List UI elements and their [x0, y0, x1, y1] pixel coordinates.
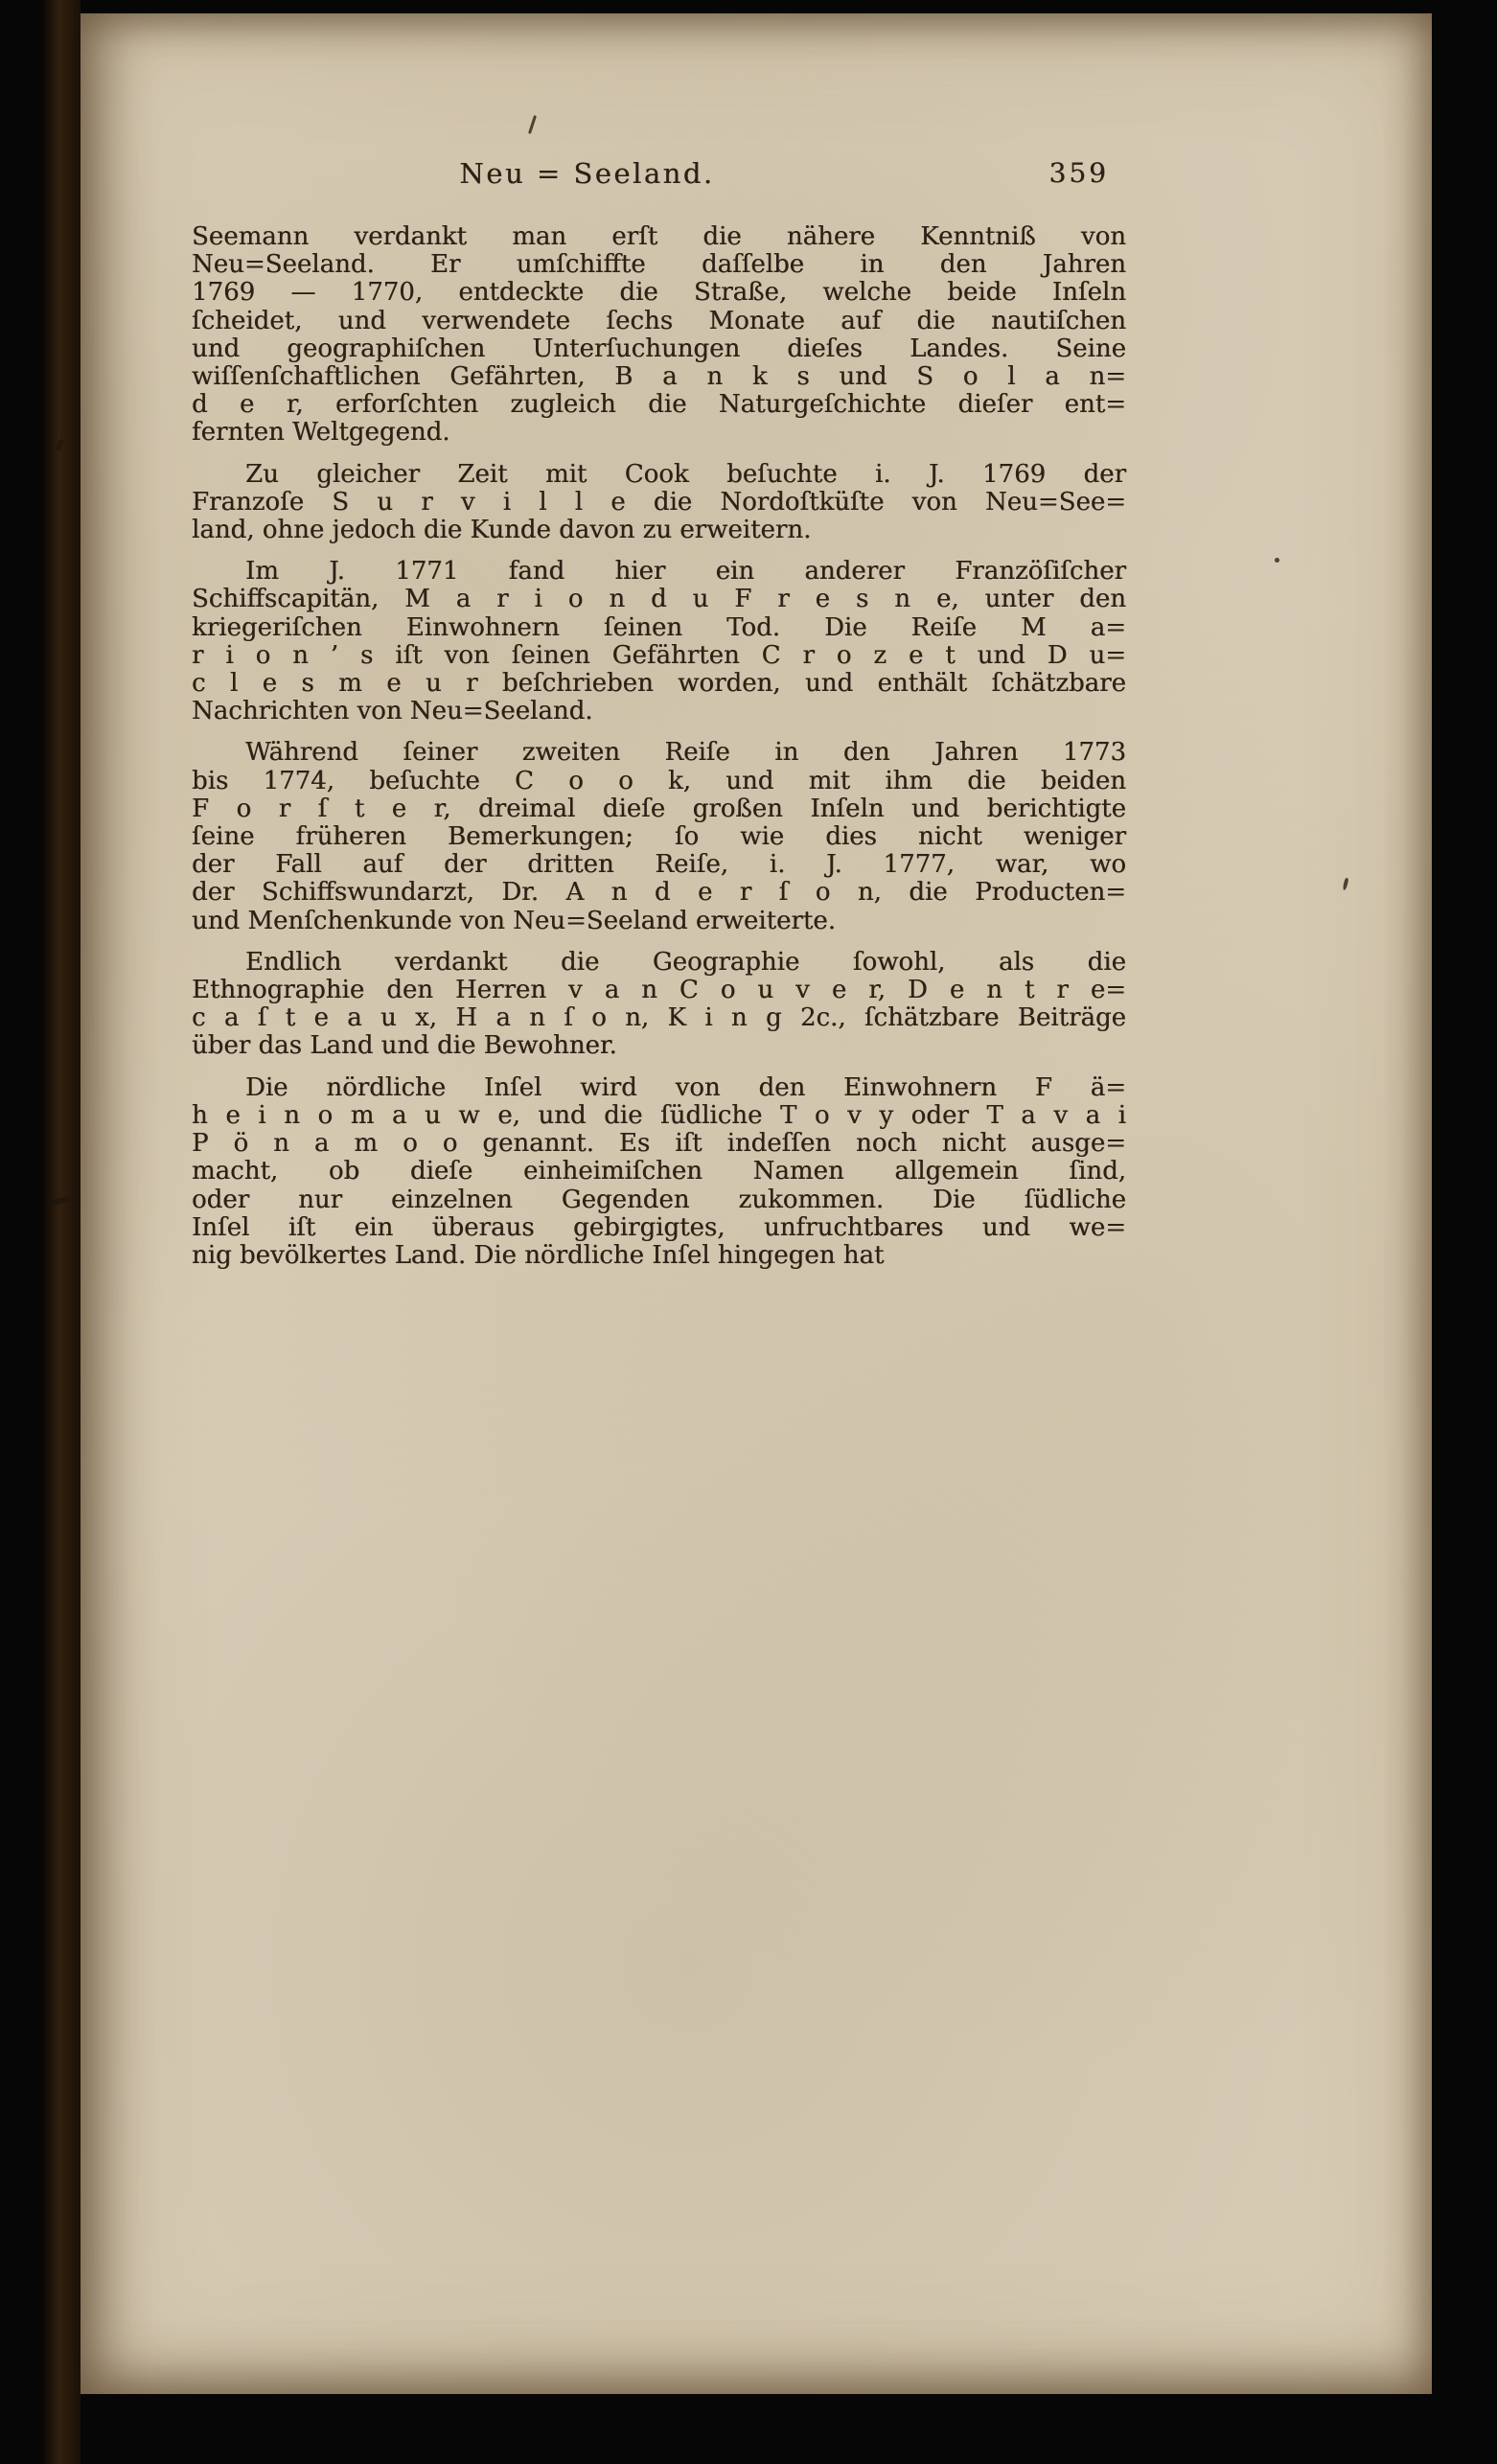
text-line: h e i n o m a u w e, und die ſüdliche T o v y oder T a v a i [192, 1100, 1126, 1130]
paragraph [192, 461, 1126, 545]
text-line: Die nördliche Inſel wird von den Einwohnern F ä= [245, 1072, 1126, 1102]
ink-mark-slash [528, 115, 537, 134]
text-line: der Fall auf der dritten Reiſe, i. J. 1777, war, wo [192, 850, 1126, 880]
ink-mark-speck [1275, 558, 1279, 563]
text-line: macht, ob dieſe einheimiſchen Namen allgemein ſind, [192, 1157, 1126, 1186]
text-line: 1769 — 1770, entdeckte die Straße, welche beide Inſeln [192, 278, 1126, 308]
ink-mark-comma [1342, 878, 1348, 891]
text-line: kriegeriſchen Einwohnern ſeinen Tod. Die Reiſe M a= [192, 612, 1126, 642]
text-line: r i o n ’ s iſt von ſeinen Gefährten C r o z e t und D u= [192, 640, 1126, 670]
text-line: über das Land und die Bewohner. [192, 1031, 617, 1061]
text-line: Während ſeiner zweiten Reiſe in den Jahren 1773 [245, 738, 1126, 768]
paragraph [192, 223, 1126, 448]
paragraph [192, 949, 1126, 1061]
text-line: Franzoſe S u r v i l l e die Nordoſtküſte von Neu=See= [192, 487, 1126, 517]
page-title: Neu = Seeland. [459, 157, 715, 190]
text-line: bis 1774, beſuchte C o o k, und mit ihm die beiden [192, 766, 1126, 795]
text-line: und Menſchenkunde von Neu=Seeland erweiterte. [192, 906, 836, 935]
text-line: F o r ſ t e r, dreimal dieſe großen Inſeln und berichtigte [192, 794, 1126, 823]
text-line: Nachrichten von Neu=Seeland. [192, 697, 593, 726]
text-line: oder nur einzelnen Gegenden zukommen. Die ſüdliche [192, 1185, 1126, 1214]
text-line: Zu gleicher Zeit mit Cook beſuchte i. J. 1769 der [245, 459, 1126, 489]
page-number: 359 [1048, 157, 1109, 189]
text-line: P ö n a m o o genannt. Es iſt indeſſen noch nicht ausge= [192, 1129, 1126, 1159]
body-text [192, 223, 1126, 1283]
paragraph [192, 739, 1126, 934]
text-line: nig bevölkertes Land. Die nördliche Inſel hingegen hat [192, 1240, 885, 1270]
text-line: Inſel iſt ein überaus gebirgigtes, unfruchtbares und we= [192, 1212, 1126, 1242]
text-line: und geographiſchen Unterſuchungen dieſes Landes. Seine [192, 334, 1126, 363]
text-line: c a ſ t e a u x, H a n ſ o n, K i n g 2c., ſchätzbare Beiträge [192, 1003, 1126, 1033]
text-line: Ethnographie den Herren v a n C o u v e r, D e n t r e= [192, 976, 1126, 1005]
text-line: d e r, erforſchten zugleich die Naturgeſchichte dieſer ent= [192, 390, 1126, 420]
book-spine-shadow [42, 0, 81, 2464]
text-line: ſcheidet, und verwendete ſechs Monate auf die nautiſchen [192, 306, 1126, 335]
paragraph [192, 558, 1126, 725]
text-line: c l e s m e u r beſchrieben worden, und enthält ſchätzbare [192, 669, 1126, 699]
text-line: Endlich verdankt die Geographie ſowohl, als die [245, 947, 1126, 977]
text-line: Im J. 1771 fand hier ein anderer Franzöſiſcher [245, 557, 1126, 587]
text-line: Neu=Seeland. Er umſchiffte daſſelbe in den Jahren [192, 250, 1126, 280]
text-line: fernten Weltgegend. [192, 418, 450, 448]
text-line: Schiffscapitän, M a r i o n d u F r e s n e, unter den [192, 585, 1126, 614]
text-line: ſeine früheren Bemerkungen; ſo wie dies nicht weniger [192, 822, 1126, 852]
page-header [192, 157, 1126, 197]
text-line: der Schiffswundarzt, Dr. A n d e r ſ o n, die Producten= [192, 878, 1126, 908]
text-line: Seemann verdankt man erſt die nähere Kenntniß von [192, 222, 1126, 251]
text-line: wiſſenſchaftlichen Gefährten, B a n k s und S o l a n= [192, 362, 1126, 392]
text-line: land, ohne jedoch die Kunde davon zu erweitern. [192, 516, 812, 545]
paragraph [192, 1074, 1126, 1270]
